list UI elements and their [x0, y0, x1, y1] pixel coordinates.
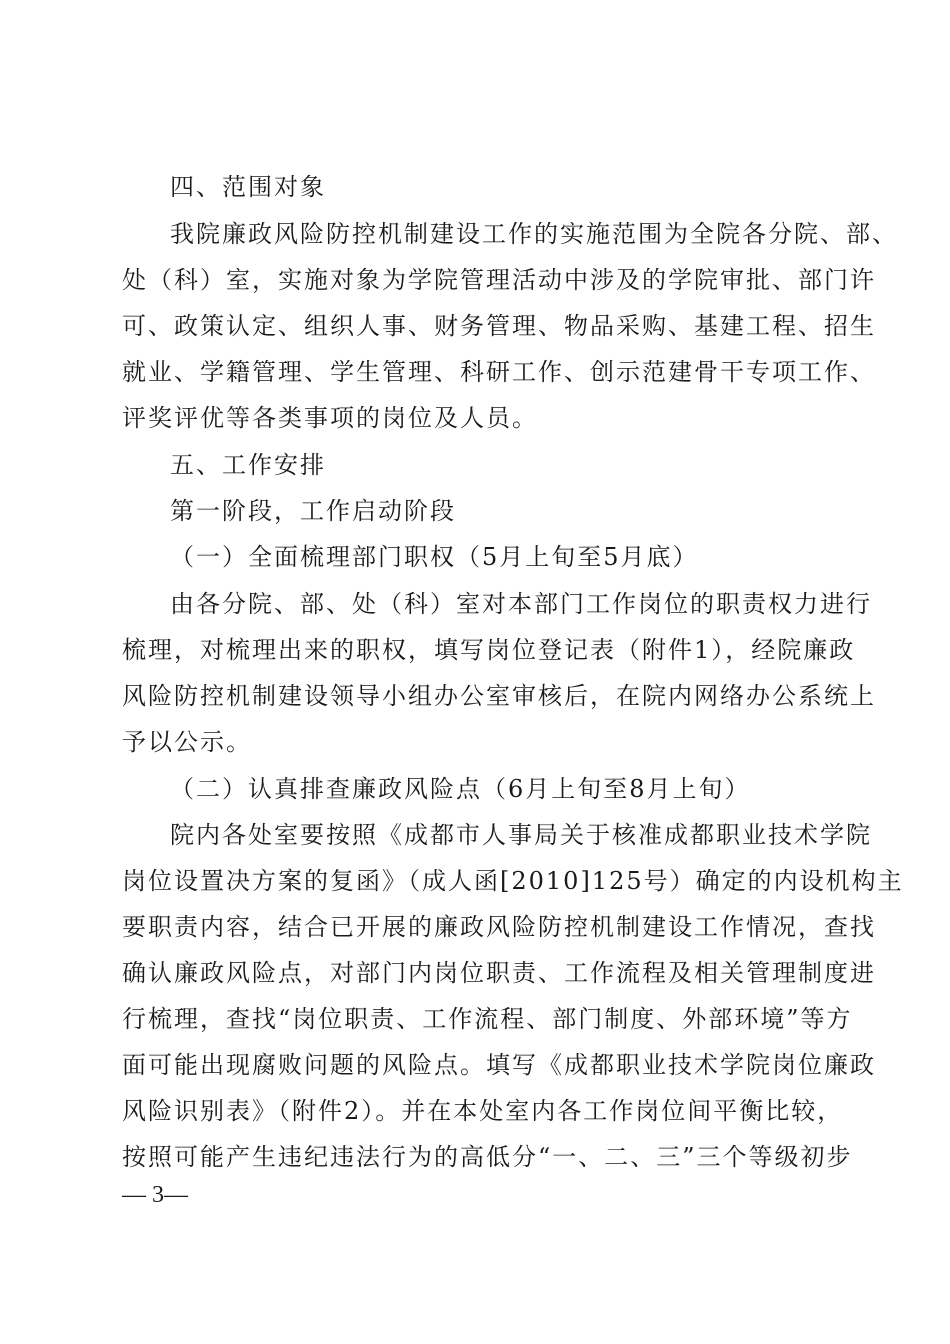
page-number: — 3— [122, 1182, 188, 1208]
paragraph-line: 要职责内容，结合已开展的廉政风险防控机制建设工作情况，查找 [122, 913, 876, 941]
paragraph-line: 我院廉政风险防控机制建设工作的实施范围为全院各分院、部、 [170, 220, 898, 248]
paragraph-line: 可、政策认定、组织人事、财务管理、物品采购、基建工程、招生 [122, 312, 876, 340]
subsection-heading-1: （一）全面梳理部门职权（5月上旬至5月底） [170, 543, 699, 571]
paragraph-line: 确认廉政风险点，对部门内岗位职责、工作流程及相关管理制度进 [122, 959, 876, 987]
paragraph-line: 梳理，对梳理出来的职权，填写岗位登记表（附件1），经院廉政 [122, 636, 856, 664]
paragraph-line: 面可能出现腐败问题的风险点。填写《成都职业技术学院岗位廉政 [122, 1051, 876, 1079]
paragraph-line: 岗位设置决方案的复函》（成人函[2010]125号）确定的内设机构主 [122, 867, 904, 895]
section-heading-arrangement: 五、工作安排 [170, 451, 326, 479]
paragraph-line: 评奖评优等各类事项的岗位及人员。 [122, 404, 538, 432]
subsection-heading-2: （二）认真排查廉政风险点（6月上旬至8月上旬） [170, 775, 751, 803]
paragraph-line: 予以公示。 [122, 728, 252, 756]
paragraph-line: 按照可能产生违纪违法行为的高低分“一、二、三”三个等级初步 [122, 1143, 853, 1171]
paragraph-line: 处（科）室，实施对象为学院管理活动中涉及的学院审批、部门许 [122, 266, 876, 294]
paragraph-line: 风险识别表》（附件2）。并在本处室内各工作岗位间平衡比较， [122, 1097, 844, 1125]
paragraph-line: 风险防控机制建设领导小组办公室审核后，在院内网络办公系统上 [122, 682, 876, 710]
paragraph-line: 院内各处室要按照《成都市人事局关于核准成都职业技术学院 [170, 821, 872, 849]
paragraph-line: 就业、学籍管理、学生管理、科研工作、创示范建骨干专项工作、 [122, 358, 876, 386]
stage-heading: 第一阶段，工作启动阶段 [170, 497, 456, 525]
section-heading-scope: 四、范围对象 [170, 173, 326, 201]
paragraph-line: 行梳理，查找“岗位职责、工作流程、部门制度、外部环境”等方 [122, 1005, 853, 1033]
paragraph-line: 由各分院、部、处（科）室对本部门工作岗位的职责权力进行 [170, 590, 872, 618]
